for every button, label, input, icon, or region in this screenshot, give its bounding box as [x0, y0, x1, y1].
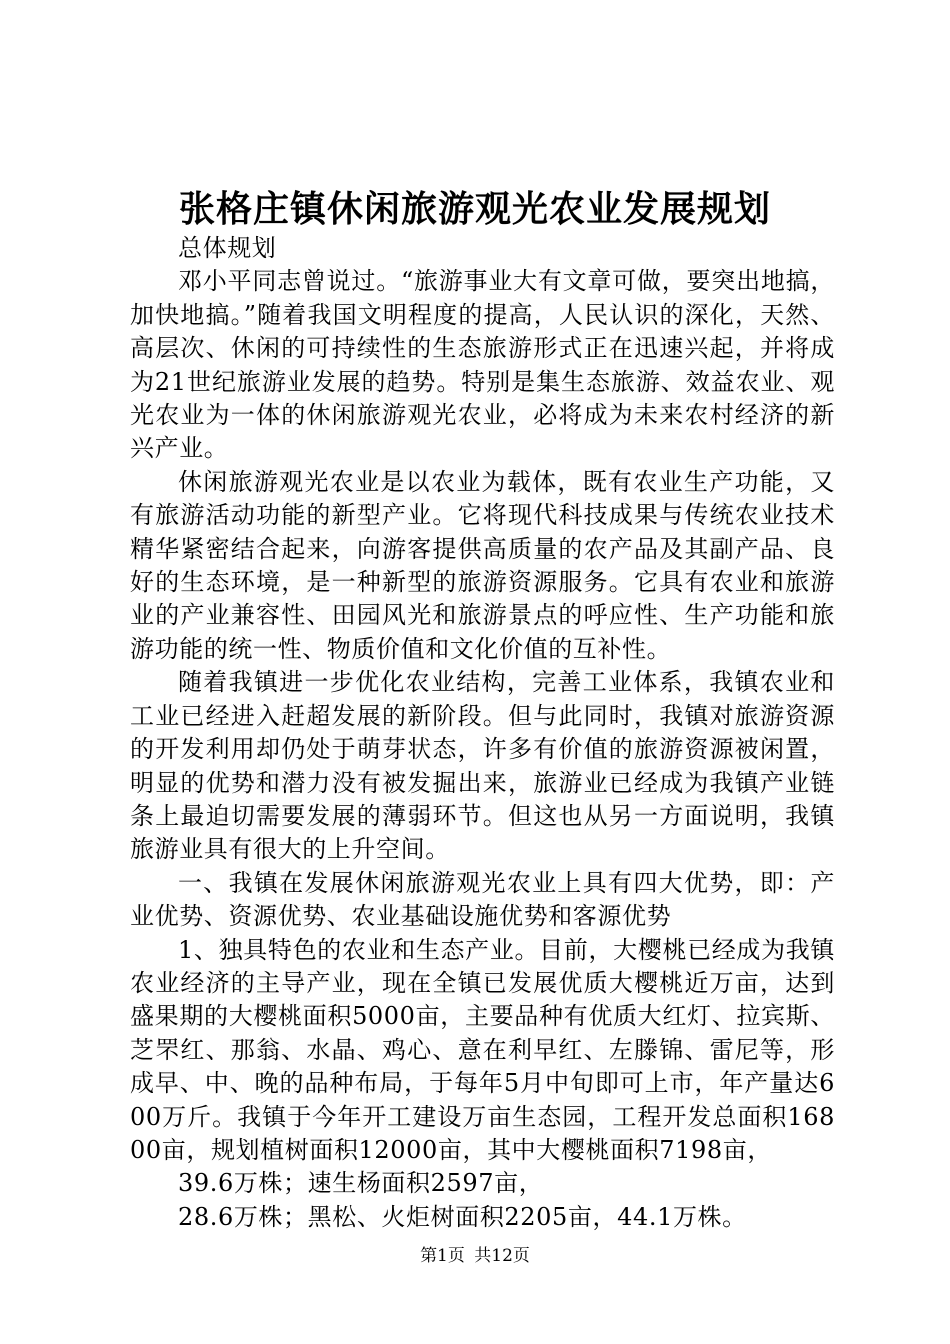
- body-paragraph: 随着我镇进一步优化农业结构，完善工业体系，我镇农业和工业已经进入赶超发展的新阶段。但与此同时，我镇对旅游资源的开发利用却仍处于萌芽状态，许多有价值的旅游资源被闲置，明显的优势和潜力没有被发掘出来，旅游业已经成为我镇产业链条上最迫切需要发展的薄弱环节。但这也从另一方面说明，我镇旅游业具有很大的上升空间。: [130, 668, 835, 864]
- page-footer: [0, 1244, 950, 1268]
- section-heading: 一、我镇在发展休闲旅游观光农业上具有四大优势，即：产业优势、资源优势、农业基础设施优势和客源优势: [130, 868, 835, 931]
- body-paragraph: 28.6万株；黑松、火炬树面积2205亩，44.1万株。: [178, 1202, 747, 1231]
- page-number: 第1页: [420, 1246, 465, 1266]
- body-paragraph: 1、独具特色的农业和生态产业。目前，大樱桃已经成为我镇农业经济的主导产业，现在全镇已发展优质大樱桃近万亩，达到盛果期的大樱桃面积5000亩，主要品种有优质大红灯、拉宾斯、芝罘红、那翁、水晶、鸡心、意在利早红、左滕锦、雷尼等，形成早、中、晚的品种布局，于每年5月中旬即可上市，年产量达600万斤。我镇于今年开工建设万亩生态园，工程开发总面积16800亩，规划植树面积12000亩，其中大樱桃面积7198亩，: [130, 935, 835, 1164]
- body-paragraph: 邓小平同志曾说过。“旅游事业大有文章可做，要突出地搞，加快地搞。”随着我国文明程度的提高，人民认识的深化，天然、高层次、休闲的可持续性的生态旅游形式正在迅速兴起，并将成为21世纪旅游业发展的趋势。特别是集生态旅游、效益农业、观光农业为一体的休闲旅游观光农业，必将成为未来农村经济的新兴产业。: [130, 267, 835, 463]
- body-paragraph: 39.6万株；速生杨面积2597亩，: [178, 1169, 544, 1198]
- body-paragraph: 休闲旅游观光农业是以农业为载体，既有农业生产功能，又有旅游活动功能的新型产业。它将现代科技成果与传统农业技术精华紧密结合起来，向游客提供高质量的农产品及其副产品、良好的生态环境，是一种新型的旅游资源服务。它具有农业和旅游业的产业兼容性、田园风光和旅游景点的呼应性、生产功能和旅游功能的统一性、物质价值和文化价值的互补性。: [130, 467, 835, 663]
- section-heading: 总体规划: [178, 234, 277, 262]
- page-total: 共12页: [474, 1246, 530, 1266]
- document-body: [130, 232, 835, 1234]
- document-title: 张格庄镇休闲旅游观光农业发展规划: [178, 188, 771, 230]
